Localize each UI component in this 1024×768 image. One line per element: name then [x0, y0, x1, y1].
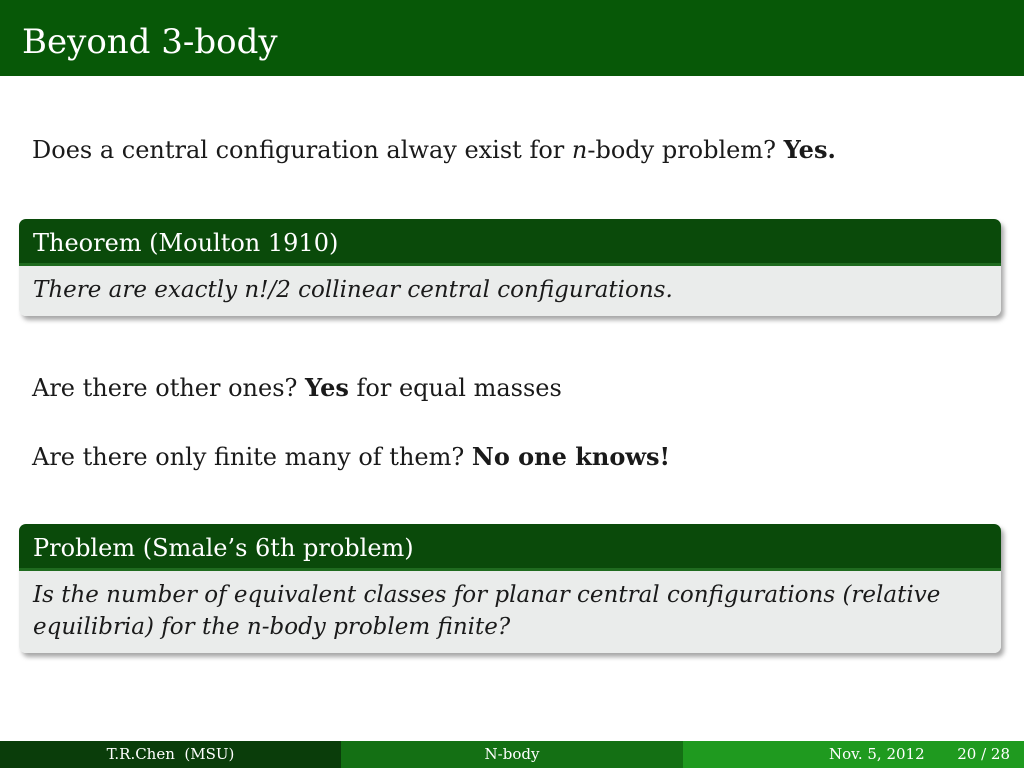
problem-block	[19, 524, 1001, 653]
theorem-body: There are exactly n!/2 collinear central configurations.	[19, 266, 1001, 316]
question1-italic-n: n	[571, 136, 588, 164]
question1-answer: Yes.	[783, 135, 836, 164]
question1-text: Does a central configuration alway exist for	[32, 136, 572, 164]
footer-short-title: N-body	[341, 741, 683, 768]
question2-answer: Yes	[305, 373, 349, 402]
footer-page-number: 20 / 28	[957, 745, 1010, 763]
question-central-configuration	[32, 135, 836, 165]
question1-after: -body problem?	[587, 136, 776, 164]
question3-text: Are there only finite many of them?	[32, 443, 465, 471]
slide-title: Beyond 3-body	[22, 22, 278, 62]
footer-author: T.R.Chen (MSU)	[0, 741, 341, 768]
problem-body: Is the number of equivalent classes for planar central configurations (relative equilibria) for the n-body problem finite?	[19, 571, 1001, 653]
theorem-block	[19, 219, 1001, 316]
question-other-ones	[32, 373, 562, 403]
question2-tail: for equal masses	[356, 374, 562, 402]
footer-date: Nov. 5, 2012	[829, 745, 925, 763]
question2-text: Are there other ones?	[32, 374, 298, 402]
theorem-heading: Theorem (Moulton 1910)	[19, 219, 1001, 266]
footer-bar	[0, 741, 1024, 768]
question-finite-many	[32, 442, 670, 472]
title-bar	[0, 0, 1024, 76]
problem-heading: Problem (Smale’s 6th problem)	[19, 524, 1001, 571]
question3-answer: No one knows!	[471, 442, 671, 471]
footer-right	[683, 741, 1024, 768]
